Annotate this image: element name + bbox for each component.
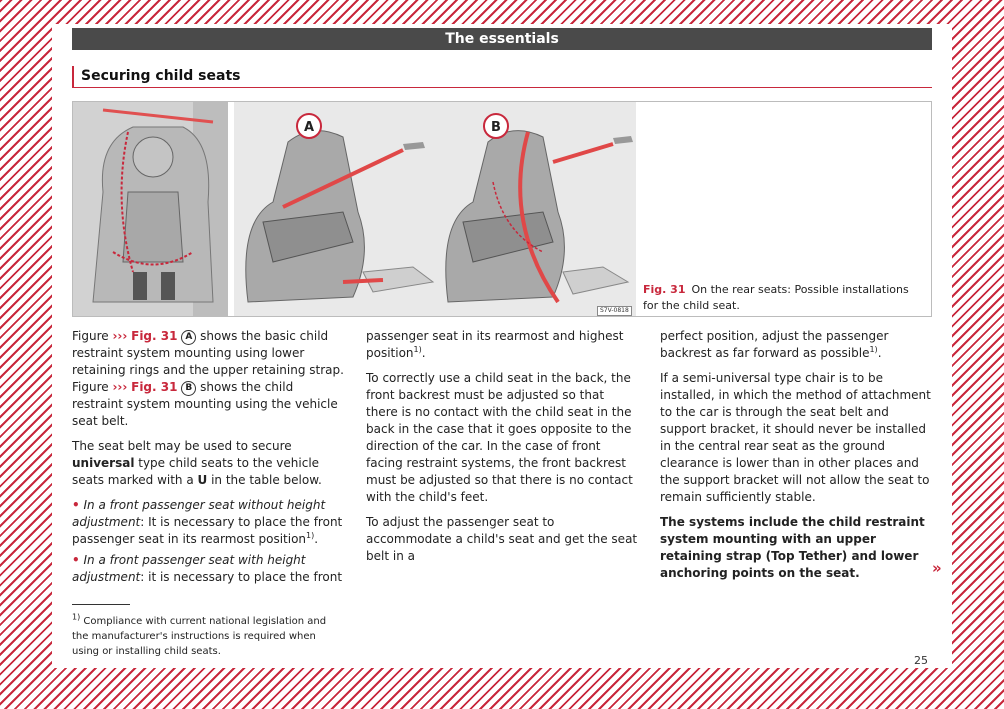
bold-text: universal bbox=[72, 456, 135, 470]
cross-ref-arrows: ››› bbox=[112, 380, 128, 394]
text: Figure bbox=[72, 329, 113, 343]
marker-a-label: A bbox=[303, 120, 315, 135]
figure-caption-text: On the rear seats: Possible installations for the child seat. bbox=[643, 283, 909, 312]
text: . bbox=[877, 346, 882, 360]
footnote-text: Compliance with current national legislation and the manufacturer's instructions is required when using or installing child seats. bbox=[72, 616, 327, 657]
text: The seat belt may be used to secure bbox=[72, 439, 292, 453]
text: in the table below. bbox=[207, 473, 322, 487]
bold-paragraph: The systems include the child restraint system mounting with an upper retaining strap (Top Tether) and lower anchoring points on the seat. bbox=[660, 515, 925, 580]
paragraph: To adjust the passenger seat to accommodate a child's seat and get the seat belt in a bbox=[366, 515, 638, 563]
paragraph bbox=[366, 328, 638, 362]
text: perfect position, adjust the passenger backrest as far forward as possible bbox=[660, 329, 889, 360]
bullet-icon: • bbox=[72, 553, 80, 567]
paragraph bbox=[72, 328, 344, 430]
chapter-header: The essentials bbox=[72, 28, 932, 50]
figure-31 bbox=[72, 101, 932, 317]
footnote-ref: 1) bbox=[413, 345, 422, 354]
manual-page bbox=[52, 24, 952, 668]
page-number: 25 bbox=[914, 654, 928, 667]
text-column-1 bbox=[72, 328, 344, 594]
bullet-item bbox=[72, 497, 344, 548]
italic-text: In a front passenger seat with height adjustment bbox=[72, 553, 306, 584]
bold-text: U bbox=[197, 473, 208, 487]
text: : It is necessary to place the front passenger seat in its rearmost position bbox=[72, 515, 343, 546]
figure-caption bbox=[643, 282, 923, 314]
text: passenger seat in its rearmost and highest position bbox=[366, 329, 624, 360]
section-title: Securing child seats bbox=[72, 66, 932, 88]
italic-text: In a front passenger seat without height adjustment bbox=[72, 498, 326, 529]
text: type child seats to the vehicle seats marked with a bbox=[72, 456, 320, 487]
marker-b-label: B bbox=[491, 120, 501, 135]
text: . bbox=[314, 532, 319, 546]
paragraph bbox=[72, 438, 344, 489]
figure-link[interactable]: Fig. 31 bbox=[131, 380, 178, 394]
footnote-ref: 1) bbox=[869, 345, 878, 354]
text: : it is necessary to place the front bbox=[140, 570, 343, 584]
text-column-2 bbox=[366, 328, 638, 573]
footnote bbox=[72, 614, 342, 659]
footnote-marker: 1) bbox=[72, 612, 81, 622]
figure-label: Fig. 31 bbox=[643, 283, 686, 296]
text: shows the child restraint system mounting using the vehicle seat belt. bbox=[72, 380, 338, 428]
footnote-divider bbox=[72, 604, 130, 605]
figure-code: S7V-0818 bbox=[597, 306, 632, 316]
bullet-item bbox=[72, 552, 344, 586]
paragraph bbox=[660, 328, 932, 362]
footnote-ref: 1) bbox=[306, 531, 315, 540]
marker-a-inline: A bbox=[181, 330, 196, 345]
figure-link[interactable]: Fig. 31 bbox=[131, 329, 178, 343]
cross-ref-arrows: ››› bbox=[112, 329, 128, 343]
continue-arrow-icon: » bbox=[932, 559, 942, 577]
paragraph: To correctly use a child seat in the back, the front backrest must be adjusted so that there is no contact with the child seat in the back in the case that it goes opposite to the direction of the car. In the case of front facing restraint systems, the front backrest must be adjusted so that there is no contact with the child's feet. bbox=[366, 371, 633, 504]
paragraph: If a semi-universal type chair is to be installed, in which the method of attachment to the car is through the seat belt and support bracket, it should never be installed in the central rear seat as the ground clearance is lower than in other places and the support bracket will not allow the seat to remain sufficiently stable. bbox=[660, 371, 931, 504]
child-seat-illustration bbox=[73, 102, 636, 316]
text-column-3 bbox=[660, 328, 932, 590]
bullet-icon: • bbox=[72, 498, 80, 512]
text: shows the basic child restraint system mounting using lower retaining rings and the upper retaining strap. Figure bbox=[72, 329, 344, 394]
marker-b-inline: B bbox=[181, 381, 196, 396]
text: . bbox=[421, 346, 426, 360]
